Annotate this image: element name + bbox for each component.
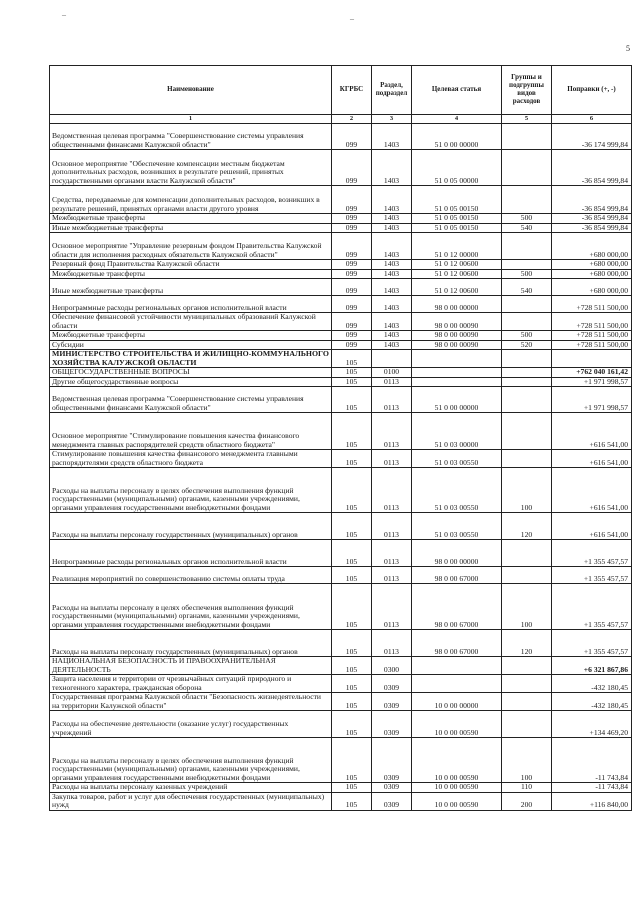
row-group [502,296,552,313]
row-section: 0309 [372,711,412,738]
row-kgrbs: 099 [332,331,372,341]
row-name: Ведомственная целевая программа "Совершенствование системы управления общественными финансами Калужской области" [50,124,332,150]
row-section: 1403 [372,313,412,331]
table-row [50,124,632,150]
row-amount: +1 971 998,57 [552,377,632,387]
row-kgrbs: 099 [332,340,372,350]
row-amount: +1 971 998,57 [552,387,632,413]
row-target [412,657,502,675]
row-amount [552,350,632,368]
header-groups: Группы и подгруппы видов расходов [502,66,552,115]
table-row [50,630,632,657]
row-kgrbs: 099 [332,124,372,150]
row-amount: +680 000,00 [552,279,632,296]
row-section: 0309 [372,738,412,783]
row-amount: +1 355 457,57 [552,584,632,630]
table-row [50,738,632,783]
row-group [502,233,552,260]
row-kgrbs: 099 [332,313,372,331]
row-kgrbs: 105 [332,368,372,378]
row-section: 0309 [372,693,412,711]
row-amount: +728 511 500,00 [552,331,632,341]
row-kgrbs: 105 [332,630,372,657]
row-target: 51 0 00 00000 [412,124,502,150]
row-amount: -432 180,45 [552,693,632,711]
row-section: 1403 [372,260,412,270]
row-kgrbs: 105 [332,792,372,810]
row-kgrbs: 099 [332,150,372,186]
row-group: 200 [502,792,552,810]
row-kgrbs: 099 [332,233,372,260]
table-row [50,269,632,279]
row-section: 0309 [372,792,412,810]
header-name: Наименование [50,66,332,115]
header-kgrbs: КГРБС [332,66,372,115]
row-section: 1403 [372,186,412,214]
row-group [502,675,552,693]
header-amendments: Поправки (+, -) [552,66,632,115]
row-kgrbs: 105 [332,350,372,368]
row-section: 1403 [372,124,412,150]
row-kgrbs: 099 [332,296,372,313]
row-name: Защита населения и территории от чрезвычайных ситуаций природного и техногенного характера, гражданская оборона [50,675,332,693]
row-target: 10 0 00 00000 [412,693,502,711]
row-kgrbs: 099 [332,223,372,233]
table-row [50,331,632,341]
row-section: 0113 [372,468,412,513]
row-group: 100 [502,738,552,783]
row-target: 51 0 12 00600 [412,269,502,279]
row-name: Основное мероприятие "Управление резервным фондом Правительства Калужской области для исполнения расходных обязательств Калужской области" [50,233,332,260]
row-target: 51 0 05 00150 [412,223,502,233]
row-kgrbs: 099 [332,279,372,296]
row-amount: -11 743,84 [552,738,632,783]
row-name: Расходы на выплаты персоналу государственных (муниципальных) органов [50,630,332,657]
row-section: 1403 [372,331,412,341]
table-row [50,387,632,413]
table-row [50,260,632,270]
row-amount: +616 541,00 [552,513,632,540]
row-group [502,260,552,270]
row-name: Резервный фонд Правительства Калужской области [50,260,332,270]
table-row [50,223,632,233]
row-target: 98 0 00 00090 [412,313,502,331]
row-kgrbs: 105 [332,567,372,584]
row-kgrbs: 105 [332,584,372,630]
row-amount: +728 511 500,00 [552,313,632,331]
row-amount: +116 840,00 [552,792,632,810]
row-section: 0309 [372,675,412,693]
row-name: Непрограммные расходы региональных органов исполнительной власти [50,296,332,313]
row-name: Иные межбюджетные трансферты [50,279,332,296]
header-row [50,66,632,115]
row-target [412,368,502,378]
row-section: 0113 [372,387,412,413]
row-amount: +1 355 457,57 [552,567,632,584]
row-section: 1403 [372,223,412,233]
row-kgrbs: 105 [332,513,372,540]
row-name: МИНИСТЕРСТВО СТРОИТЕЛЬСТВА И ЖИЛИЩНО-КОММУНАЛЬНОГО ХОЗЯЙСТВА КАЛУЖСКОЙ ОБЛАСТИ [50,350,332,368]
row-amount: +616 541,00 [552,413,632,450]
row-name: Расходы на выплаты персоналу в целях обеспечения выполнения функций государственными (муниципальными) органами, казенными учреждениями, органами управления государственными внебюджетными фондами [50,584,332,630]
row-target: 10 0 00 00590 [412,711,502,738]
table-row [50,313,632,331]
table-row [50,675,632,693]
row-amount: +680 000,00 [552,269,632,279]
row-target: 51 0 03 00550 [412,468,502,513]
row-group: 120 [502,513,552,540]
table-row [50,186,632,214]
row-name: Расходы на выплаты персоналу в целях обеспечения выполнения функций государственными (муниципальными) органами, казенными учреждениями, органами управления государственными внебюджетными фондами [50,738,332,783]
row-amount: -11 743,84 [552,783,632,793]
row-name: Стимулирование повышения качества финансового менеджмента главными распорядителями средств областного бюджета [50,450,332,468]
row-name: Ведомственная целевая программа "Совершенствование системы управления общественными финансами Калужской области" [50,387,332,413]
row-group: 540 [502,279,552,296]
row-group [502,413,552,450]
row-target: 98 0 00 00090 [412,331,502,341]
row-target: 51 0 05 00000 [412,150,502,186]
row-amount: +762 040 161,42 [552,368,632,378]
table-row [50,296,632,313]
row-name: Расходы на выплаты персоналу в целях обеспечения выполнения функций государственными (муниципальными) органами, казенными учреждениями, органами управления государственными внебюджетными фондами [50,468,332,513]
row-amount: -36 854 999,84 [552,214,632,224]
row-kgrbs: 105 [332,468,372,513]
row-name: Расходы на выплаты персоналу казенных учреждений [50,783,332,793]
table-row [50,450,632,468]
row-section: 0113 [372,540,412,567]
row-group: 500 [502,214,552,224]
row-section: 0100 [372,368,412,378]
row-group: 500 [502,331,552,341]
row-name: Межбюджетные трансферты [50,331,332,341]
row-amount: +134 469,20 [552,711,632,738]
row-amount: +616 541,00 [552,450,632,468]
row-name: Обеспечение финансовой устойчивости муниципальных образований Калужской области [50,313,332,331]
row-name: Непрограммные расходы региональных органов исполнительной власти [50,540,332,567]
row-amount: -36 854 999,84 [552,150,632,186]
row-kgrbs: 105 [332,540,372,567]
row-group [502,540,552,567]
row-amount: -36 854 999,84 [552,223,632,233]
row-name: Другие общегосударственные вопросы [50,377,332,387]
row-group [502,657,552,675]
column-number: 5 [502,115,552,124]
row-target: 51 0 05 00150 [412,214,502,224]
row-kgrbs: 099 [332,214,372,224]
row-target: 98 0 00 67000 [412,630,502,657]
row-kgrbs: 105 [332,675,372,693]
table-row [50,150,632,186]
row-section [372,350,412,368]
row-group: 520 [502,340,552,350]
table-row [50,377,632,387]
table-row [50,657,632,675]
row-section: 1403 [372,269,412,279]
row-name: Основное мероприятие "Обеспечение компенсации местным бюджетам дополнительных расходов, возникших в результате решений, принятых государственными органами власти Калужской области" [50,150,332,186]
row-target: 98 0 00 67000 [412,567,502,584]
row-kgrbs: 105 [332,711,372,738]
row-amount: +680 000,00 [552,233,632,260]
row-group [502,711,552,738]
row-group [502,567,552,584]
row-amount: +680 000,00 [552,260,632,270]
row-target: 51 0 12 00600 [412,260,502,270]
row-kgrbs: 105 [332,450,372,468]
row-group: 500 [502,269,552,279]
row-amount: +616 541,00 [552,468,632,513]
row-section: 0113 [372,513,412,540]
row-name: НАЦИОНАЛЬНАЯ БЕЗОПАСНОСТЬ И ПРАВООХРАНИТЕЛЬНАЯ ДЕЯТЕЛЬНОСТЬ [50,657,332,675]
row-group [502,387,552,413]
table-row [50,783,632,793]
budget-amendments-table [49,65,632,811]
row-target: 98 0 00 00000 [412,296,502,313]
table-row [50,368,632,378]
row-name: Основное мероприятие "Стимулирование повышения качества финансового менеджмента главных распорядителей средств областного бюджета" [50,413,332,450]
row-name: Расходы на выплаты персоналу государственных (муниципальных) органов [50,513,332,540]
row-target: 51 0 03 00000 [412,413,502,450]
table-row [50,413,632,450]
row-section: 0309 [372,783,412,793]
row-section: 0113 [372,413,412,450]
row-target [412,377,502,387]
row-amount: +1 355 457,57 [552,540,632,567]
row-kgrbs: 105 [332,693,372,711]
column-number-row [50,115,632,124]
row-kgrbs: 105 [332,413,372,450]
row-section: 1403 [372,233,412,260]
row-group [502,350,552,368]
row-kgrbs: 099 [332,260,372,270]
row-group: 540 [502,223,552,233]
table-row [50,792,632,810]
row-amount: +728 511 500,00 [552,340,632,350]
row-amount: -36 174 999,84 [552,124,632,150]
row-group [502,450,552,468]
page-number: 5 [626,44,630,53]
row-target [412,675,502,693]
row-name: Закупка товаров, работ и услуг для обеспечения государственных (муниципальных) нужд [50,792,332,810]
row-name: Государственная программа Калужской области "Безопасность жизнедеятельности на территории Калужской области" [50,693,332,711]
table-row [50,540,632,567]
column-number: 6 [552,115,632,124]
row-kgrbs: 105 [332,657,372,675]
table-row [50,711,632,738]
row-target: 10 0 00 00590 [412,783,502,793]
row-target: 51 0 12 00600 [412,279,502,296]
row-name: Иные межбюджетные трансферты [50,223,332,233]
row-amount: +1 355 457,57 [552,630,632,657]
row-target: 98 0 00 67000 [412,584,502,630]
row-kgrbs: 099 [332,186,372,214]
row-name: Расходы на обеспечение деятельности (оказание услуг) государственных учреждений [50,711,332,738]
row-section: 1403 [372,340,412,350]
table-row [50,567,632,584]
table-row [50,693,632,711]
row-section: 1403 [372,150,412,186]
row-target: 10 0 00 00590 [412,792,502,810]
row-amount: +728 511 500,00 [552,296,632,313]
column-number: 4 [412,115,502,124]
row-section: 0113 [372,377,412,387]
table-row [50,233,632,260]
header-section: Раздел, подраздел [372,66,412,115]
row-amount: +6 321 867,86 [552,657,632,675]
row-group [502,186,552,214]
row-target: 98 0 00 00090 [412,340,502,350]
row-target: 51 0 00 00000 [412,387,502,413]
column-number: 2 [332,115,372,124]
row-target: 10 0 00 00590 [412,738,502,783]
row-section: 0113 [372,584,412,630]
row-kgrbs: 099 [332,269,372,279]
row-section: 0300 [372,657,412,675]
row-name: Средства, передаваемые для компенсации дополнительных расходов, возникших в результате решений, принятых органами власти другого уровня [50,186,332,214]
table-row [50,279,632,296]
row-group [502,368,552,378]
row-group [502,150,552,186]
row-section: 0113 [372,567,412,584]
row-kgrbs: 105 [332,377,372,387]
scan-mark: – [62,10,66,19]
row-target: 98 0 00 00000 [412,540,502,567]
row-name: Межбюджетные трансферты [50,269,332,279]
header-target: Целевая статья [412,66,502,115]
row-group: 110 [502,783,552,793]
row-group: 120 [502,630,552,657]
scan-mark: – [350,14,354,23]
row-target: 51 0 03 00550 [412,450,502,468]
row-group [502,377,552,387]
row-section: 0113 [372,630,412,657]
table-row [50,584,632,630]
row-kgrbs: 105 [332,783,372,793]
row-group [502,313,552,331]
table-row [50,214,632,224]
row-target [412,350,502,368]
row-group: 100 [502,468,552,513]
row-group: 100 [502,584,552,630]
row-group [502,124,552,150]
row-kgrbs: 105 [332,738,372,783]
table-row [50,350,632,368]
row-target: 51 0 05 00150 [412,186,502,214]
table-row [50,513,632,540]
row-name: Субсидии [50,340,332,350]
row-section: 1403 [372,214,412,224]
row-name: Межбюджетные трансферты [50,214,332,224]
row-section: 1403 [372,279,412,296]
row-amount: -36 854 999,84 [552,186,632,214]
row-target: 51 0 03 00550 [412,513,502,540]
row-kgrbs: 105 [332,387,372,413]
row-name: ОБЩЕГОСУДАРСТВЕННЫЕ ВОПРОСЫ [50,368,332,378]
row-target: 51 0 12 00000 [412,233,502,260]
row-section: 1403 [372,296,412,313]
row-section: 0113 [372,450,412,468]
column-number: 3 [372,115,412,124]
row-group [502,693,552,711]
row-amount: -432 180,45 [552,675,632,693]
row-name: Реализация мероприятий по совершенствованию системы оплаты труда [50,567,332,584]
table-row [50,468,632,513]
column-number: 1 [50,115,332,124]
